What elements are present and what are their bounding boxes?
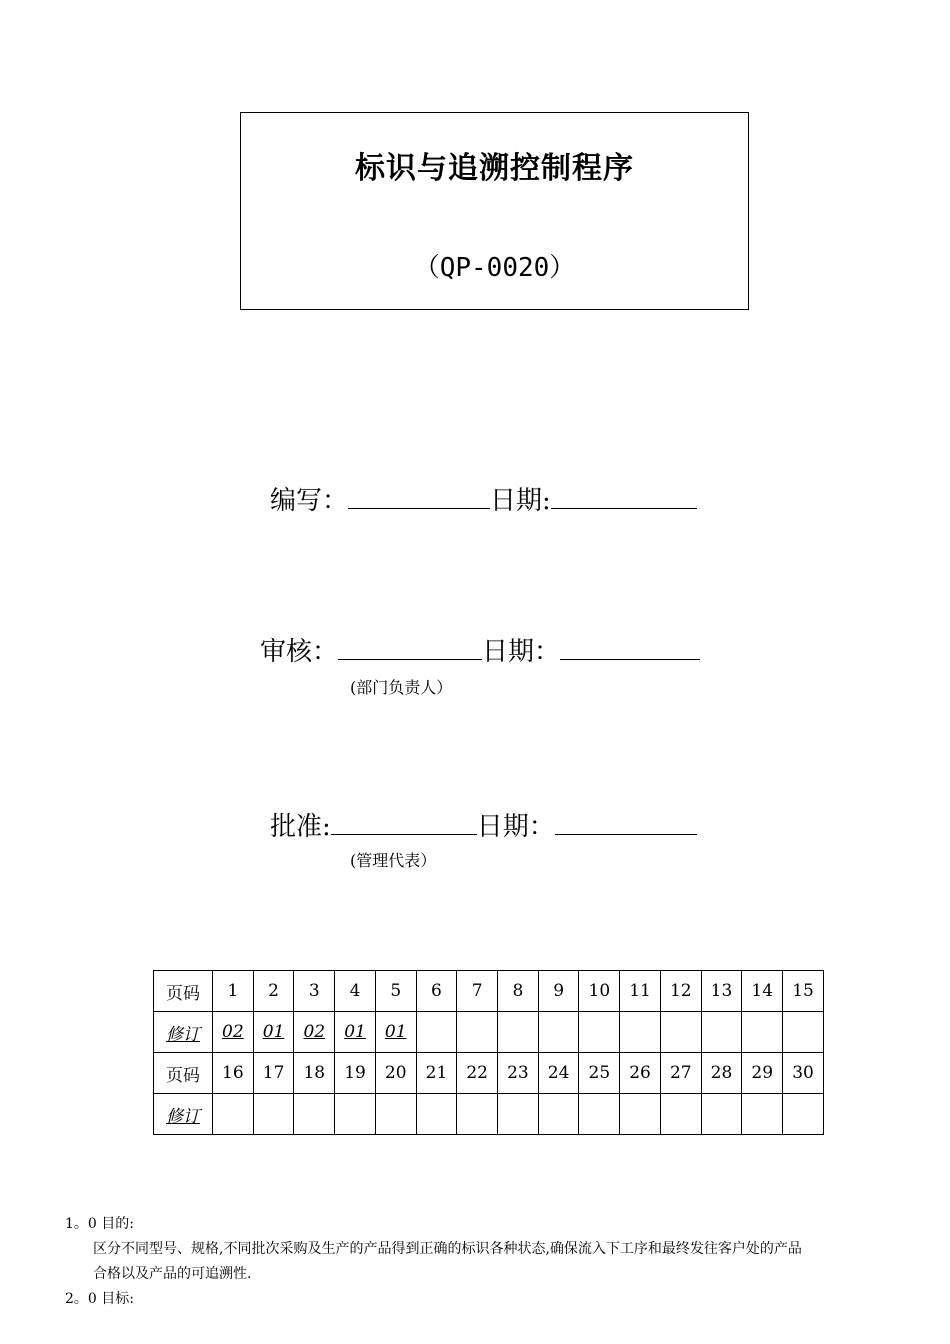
page-number-cell: 26 [620, 1053, 661, 1094]
page-number-cell: 21 [416, 1053, 457, 1094]
revision-value-cell [294, 1094, 335, 1135]
page-label-cell: 页码 [154, 971, 213, 1012]
page-number-cell: 9 [538, 971, 579, 1012]
revision-value-cell [335, 1094, 376, 1135]
written-label: 编写： [270, 486, 349, 516]
revision-value-cell [701, 1094, 742, 1135]
written-date-blank[interactable] [551, 480, 697, 509]
page-number-cell: 25 [579, 1053, 620, 1094]
written-blank[interactable] [348, 480, 490, 509]
page-label-cell: 页码 [154, 1053, 213, 1094]
page-number-cell: 14 [742, 971, 783, 1012]
revision-value-cell [375, 1094, 416, 1135]
page-number-cell: 3 [294, 971, 335, 1012]
revision-value-cell [457, 1012, 498, 1053]
revision-value-cell [416, 1012, 457, 1053]
revision-value-cell: 02 [213, 1012, 254, 1053]
purpose-text-line1: 区分不同型号、规格,不同批次采购及生产的产品得到正确的标识各种状态,确保流入下工序和最终发往客户处的产品 [93, 1241, 802, 1257]
review-date-blank[interactable] [560, 631, 700, 660]
page-number-cell: 7 [457, 971, 498, 1012]
revision-value-cell [660, 1094, 701, 1135]
revision-label-cell: 修订 [154, 1094, 213, 1135]
page-number-cell: 28 [701, 1053, 742, 1094]
page-number-cell: 13 [701, 971, 742, 1012]
revision-value-cell [742, 1012, 783, 1053]
review-label: 审核： [260, 637, 339, 667]
page-number-cell: 29 [742, 1053, 783, 1094]
target-heading: 2。0 目标: [65, 1291, 134, 1307]
revision-value-cell [742, 1094, 783, 1135]
page-number-cell: 24 [538, 1053, 579, 1094]
review-date-label: 日期： [482, 637, 561, 667]
page-number-cell: 1 [213, 971, 254, 1012]
purpose-text-line2: 合格以及产品的可追溯性. [93, 1266, 252, 1282]
revision-value-cell: 01 [335, 1012, 376, 1053]
revision-value-cell: 01 [375, 1012, 416, 1053]
page-number-cell: 17 [253, 1053, 294, 1094]
page-row [154, 971, 824, 1012]
page-number-cell: 10 [579, 971, 620, 1012]
approve-date-blank[interactable] [555, 806, 697, 835]
written-line [270, 480, 697, 517]
revision-row [154, 1094, 824, 1135]
approve-note: (管理代表） [350, 851, 437, 870]
revision-row [154, 1012, 824, 1053]
title-box [240, 112, 749, 310]
document-title: 标识与追溯控制程序 [355, 151, 634, 186]
revision-value-cell [783, 1094, 824, 1135]
revision-value-cell [579, 1094, 620, 1135]
approve-line [270, 806, 697, 843]
revision-value-cell: 01 [253, 1012, 294, 1053]
approve-label: 批准: [270, 812, 331, 842]
page-number-cell: 22 [457, 1053, 498, 1094]
approve-date-label: 日期： [476, 812, 555, 842]
approve-blank[interactable] [331, 806, 477, 835]
page-number-cell: 11 [620, 971, 661, 1012]
revision-value-cell [701, 1012, 742, 1053]
revision-value-cell [538, 1094, 579, 1135]
revision-value-cell: 02 [294, 1012, 335, 1053]
page-number-cell: 4 [335, 971, 376, 1012]
revision-value-cell [213, 1094, 254, 1135]
page-number-cell: 2 [253, 971, 294, 1012]
page-number-cell: 20 [375, 1053, 416, 1094]
page-number-cell: 6 [416, 971, 457, 1012]
document-code: （QP-0020） [413, 253, 576, 283]
revision-value-cell [253, 1094, 294, 1135]
review-line [260, 631, 700, 668]
revision-value-cell [498, 1012, 539, 1053]
page-number-cell: 16 [213, 1053, 254, 1094]
review-note: (部门负责人） [350, 678, 453, 697]
revision-value-cell [620, 1012, 661, 1053]
written-date-label: 日期: [490, 486, 551, 516]
review-blank[interactable] [338, 631, 482, 660]
page-number-cell: 23 [498, 1053, 539, 1094]
page-number-cell: 5 [375, 971, 416, 1012]
page-number-cell: 27 [660, 1053, 701, 1094]
purpose-heading: 1。0 目的: [65, 1216, 134, 1232]
page-number-cell: 8 [498, 971, 539, 1012]
revision-value-cell [416, 1094, 457, 1135]
page-number-cell: 15 [783, 971, 824, 1012]
revision-label-cell: 修订 [154, 1012, 213, 1053]
page-number-cell: 30 [783, 1053, 824, 1094]
revision-value-cell [783, 1012, 824, 1053]
revision-table [153, 970, 824, 1135]
revision-value-cell [538, 1012, 579, 1053]
revision-value-cell [620, 1094, 661, 1135]
revision-value-cell [457, 1094, 498, 1135]
page-number-cell: 18 [294, 1053, 335, 1094]
revision-value-cell [660, 1012, 701, 1053]
revision-value-cell [579, 1012, 620, 1053]
revision-value-cell [498, 1094, 539, 1135]
page-number-cell: 19 [335, 1053, 376, 1094]
page-number-cell: 12 [660, 971, 701, 1012]
page-row [154, 1053, 824, 1094]
